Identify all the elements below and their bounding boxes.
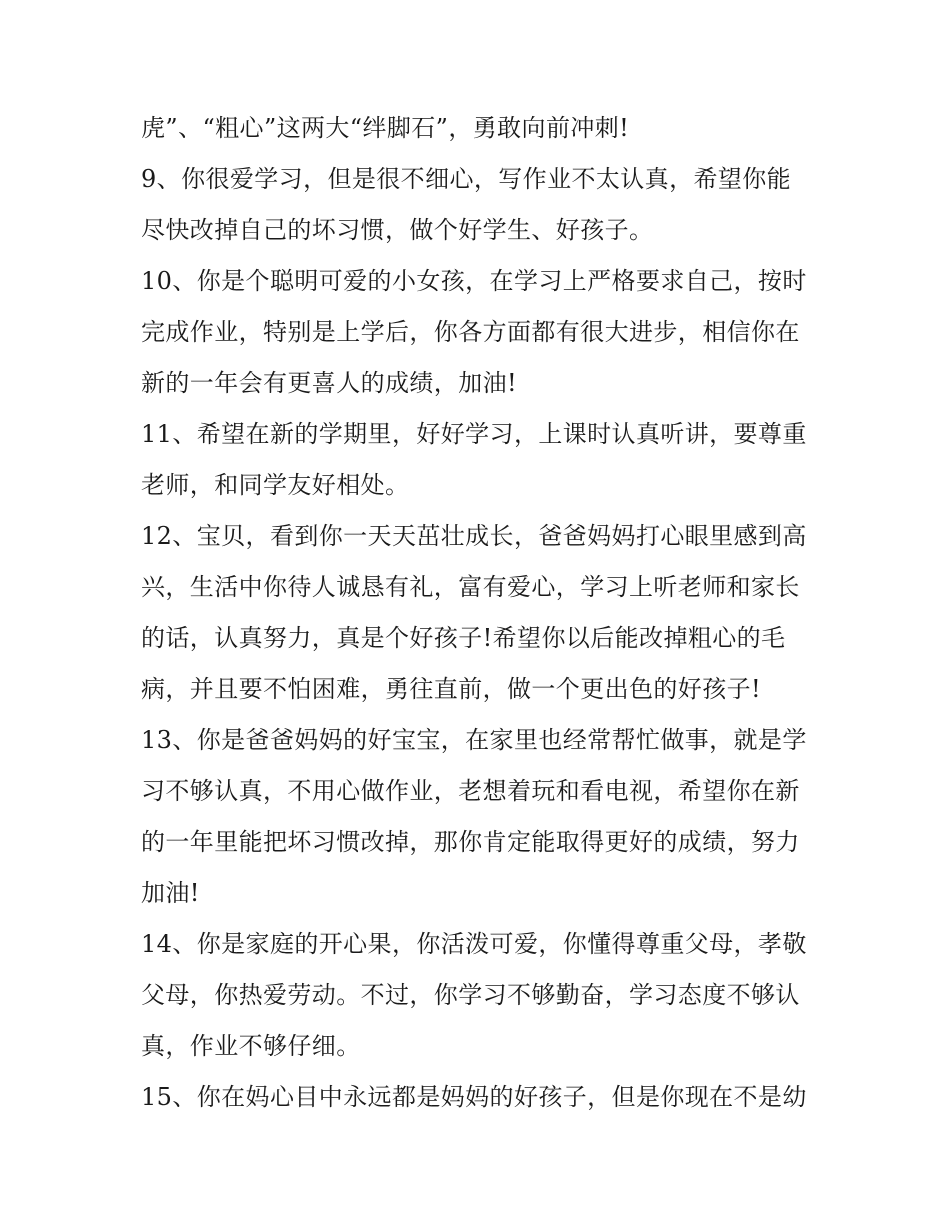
text-line: 14、你是家庭的开心果，你活泼可爱，你懂得尊重父母，孝敬 (141, 930, 807, 958)
text-line: 10、你是个聪明可爱的小女孩，在学习上严格要求自己，按时 (141, 267, 807, 295)
text-line: 15、你在妈心目中永远都是妈妈的好孩子，但是你现在不是幼 (141, 1083, 807, 1111)
text-line: 的一年里能把坏习惯改掉，那你肯定能取得更好的成绩，努力 (141, 828, 800, 856)
text-line: 病，并且要不怕困难，勇往直前，做一个更出色的好孩子! (141, 675, 762, 703)
text-line: 加油! (141, 879, 200, 907)
text-line: 11、希望在新的学期里，好好学习，上课时认真听讲，要尊重 (141, 420, 807, 448)
text-line: 新的一年会有更喜人的成绩，加油! (141, 369, 518, 397)
document-body (141, 103, 816, 1123)
text-line: 兴，生活中你待人诚恳有礼，富有爱心，学习上听老师和家长 (141, 573, 800, 601)
text-line: 9、你很爱学习，但是很不细心，写作业不太认真，希望你能 (141, 165, 792, 193)
text-line: 虎”、“粗心”这两大“绊脚石”，勇敢向前冲刺! (141, 114, 630, 142)
text-line: 真，作业不够仔细。 (141, 1032, 361, 1060)
text-line: 13、你是爸爸妈妈的好宝宝，在家里也经常帮忙做事，就是学 (141, 726, 807, 754)
text-line: 12、宝贝，看到你一天天茁壮成长，爸爸妈妈打心眼里感到高 (141, 522, 807, 550)
text-line: 的话，认真努力，真是个好孩子!希望你以后能改掉粗心的毛 (141, 624, 786, 652)
text-line: 老师，和同学友好相处。 (141, 471, 410, 499)
text-line: 父母，你热爱劳动。不过，你学习不够勤奋，学习态度不够认 (141, 981, 800, 1009)
text-line: 完成作业，特别是上学后，你各方面都有很大进步，相信你在 (141, 318, 800, 346)
text-line: 尽快改掉自己的坏习惯，做个好学生、好孩子。 (141, 216, 654, 244)
text-line: 习不够认真，不用心做作业，老想着玩和看电视，希望你在新 (141, 777, 800, 805)
